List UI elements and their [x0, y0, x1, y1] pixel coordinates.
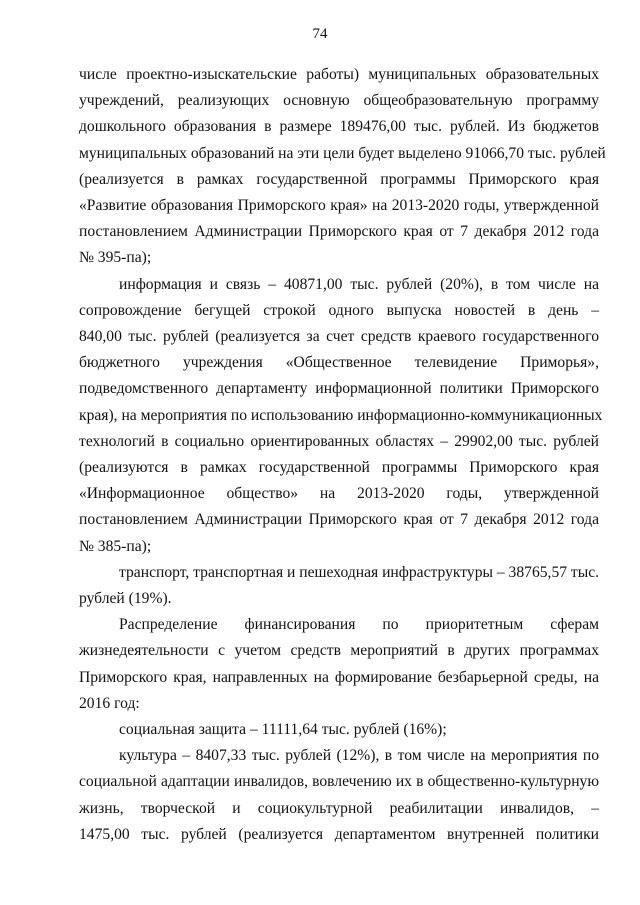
- text-line: жизнь, творческой и социокультурной реабилитации инвалидов, –: [79, 799, 599, 817]
- text-line: культура – 8407,33 тыс. рублей (12%), в том числе на мероприятия по: [119, 747, 599, 765]
- text-line: (реализуются в рамках государственной программы Приморского края: [79, 459, 599, 477]
- text-line: социальная защита – 11111,64 тыс. рублей (16%);: [119, 721, 447, 739]
- text-line: 1475,00 тыс. рублей (реализуется департаментом внутренней политики: [79, 825, 599, 843]
- paragraph-4: [79, 612, 599, 717]
- document-body: [79, 62, 606, 848]
- text-line: № 395-па);: [79, 249, 152, 267]
- paragraph-5: [79, 717, 599, 743]
- paragraph-1: [79, 62, 606, 272]
- text-line: постановлением Администрации Приморского края от 7 декабря 2012 года: [79, 223, 599, 241]
- text-line: (реализуется в рамках государственной программы Приморского края: [79, 170, 599, 188]
- text-line: 2016 год:: [79, 694, 140, 712]
- text-line: числе проектно-изыскательские работы) муниципальных образовательных: [79, 66, 599, 83]
- text-line: транспорт, транспортная и пешеходная инфраструктуры – 38765,57 тыс.: [119, 563, 600, 581]
- text-line: информация и связь – 40871,00 тыс. рублей (20%), в том числе на: [119, 275, 599, 293]
- text-line: края), на мероприятия по использованию информационно-коммуникационных: [79, 406, 603, 424]
- text-line: Распределение финансирования по приоритетным сферам: [119, 616, 599, 634]
- text-line: дошкольного образования в размере 189476,00 тыс. рублей. Из бюджетов: [79, 118, 599, 136]
- text-line: сопровождение бегущей строкой одного выпуска новостей в день –: [79, 301, 599, 319]
- text-line: «Информационное общество» на 2013-2020 годы, утвержденной: [79, 485, 599, 503]
- paragraph-3: [79, 560, 599, 612]
- page-number: 74: [312, 26, 328, 42]
- text-line: учреждений, реализующих основную общеобразовательную программу: [79, 92, 599, 110]
- text-line: рублей (19%).: [79, 590, 172, 608]
- text-line: «Развитие образования Приморского края» на 2013-2020 годы, утвержденной: [79, 197, 599, 215]
- text-line: бюджетного учреждения «Общественное телевидение Приморья»,: [79, 354, 599, 372]
- text-line: технологий в социально ориентированных областях – 29902,00 тыс. рублей: [79, 432, 599, 450]
- text-line: 840,00 тыс. рублей (реализуется за счет средств краевого государственного: [79, 328, 599, 346]
- paragraph-6: [79, 743, 599, 848]
- text-line: постановлением Администрации Приморского края от 7 декабря 2012 года: [79, 511, 599, 529]
- text-line: подведомственного департаменту информационной политики Приморского: [79, 380, 599, 398]
- text-line: № 385-па);: [79, 537, 152, 555]
- text-line: муниципальных образований на эти цели будет выделено 91066,70 тыс. рублей: [79, 144, 606, 162]
- text-line: социальной адаптации инвалидов, вовлечению их в общественно-культурную: [79, 773, 599, 791]
- text-line: Приморского края, направленных на формирование безбарьерной среды, на: [79, 668, 599, 686]
- paragraph-2: [79, 272, 603, 560]
- text-line: жизнедеятельности с учетом средств мероприятий в других программах: [79, 642, 599, 660]
